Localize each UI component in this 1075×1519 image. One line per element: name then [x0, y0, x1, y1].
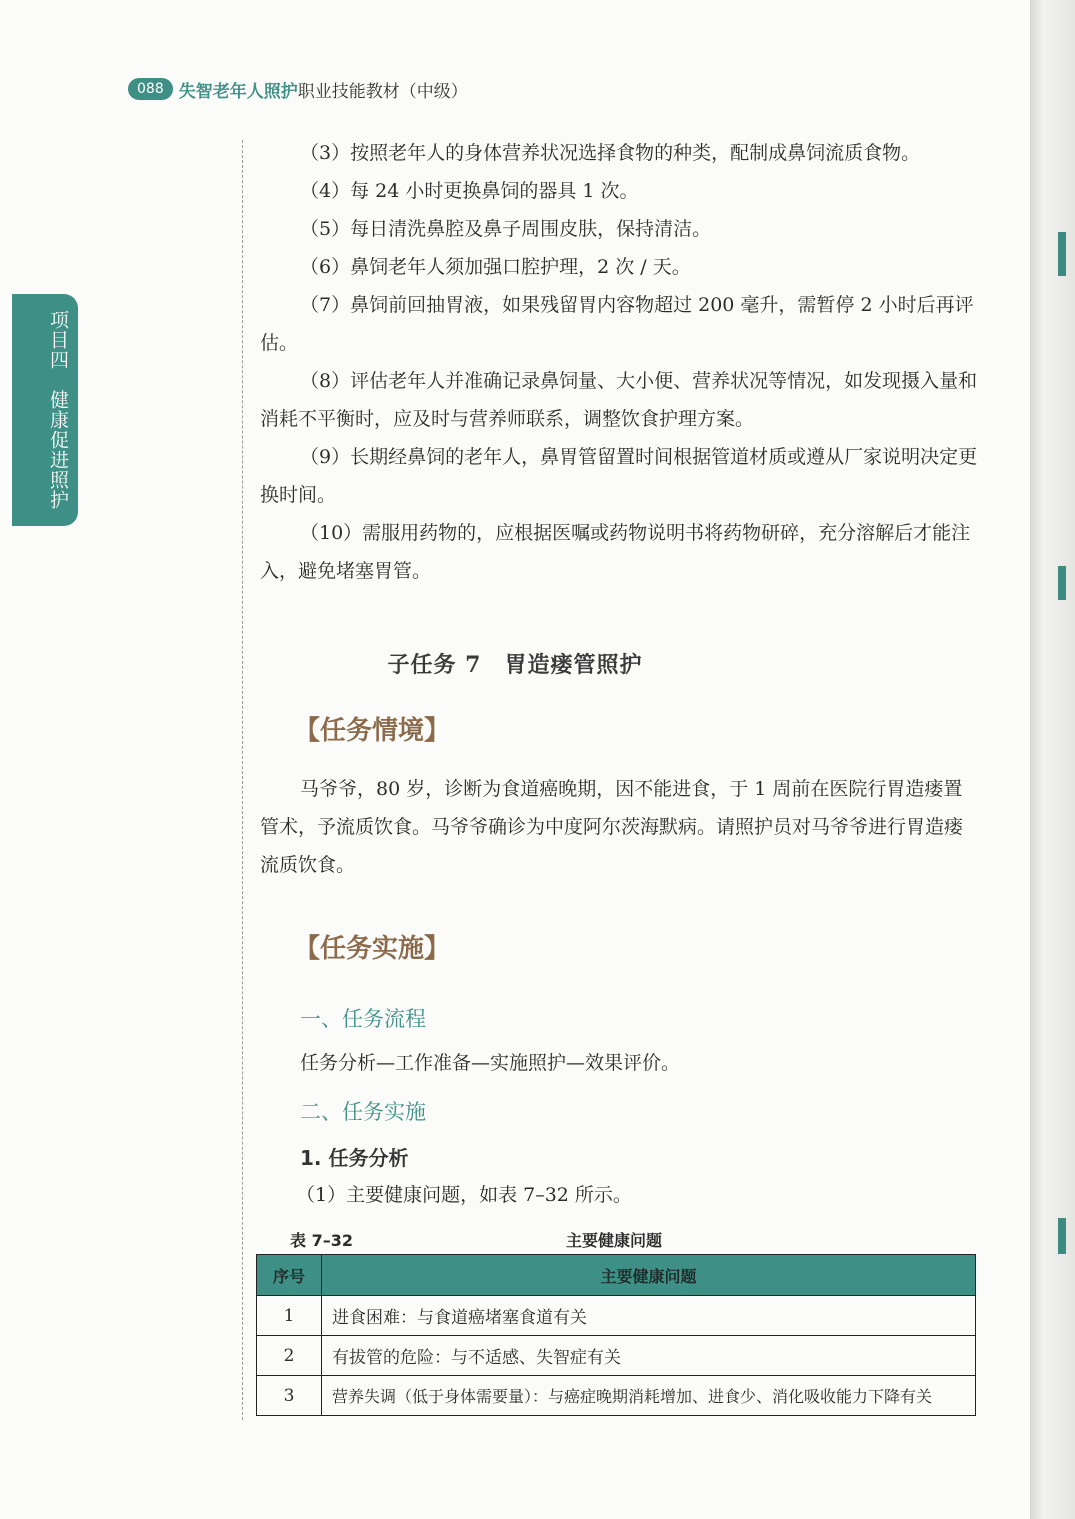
- paragraph: （10）需服用药物的，应根据医嘱或药物说明书将药物研碎，充分溶解后才能注入，避免堵塞胃管。: [260, 522, 971, 582]
- paragraph: （9）长期经鼻饲的老年人，鼻胃管留置时间根据管道材质或遵从厂家说明决定更换时间。: [260, 446, 978, 506]
- table-header-row: [257, 1255, 976, 1296]
- table-title: 主要健康问题: [566, 1231, 663, 1250]
- table-cell-number: 2: [257, 1336, 322, 1376]
- implementation-heading: 【任务实施】: [294, 934, 451, 964]
- table-row: [257, 1376, 976, 1416]
- table-number: 表 7–32: [290, 1231, 353, 1250]
- table-cell-number: 1: [257, 1296, 322, 1336]
- page-number: 088: [128, 78, 173, 100]
- book-title-rest: 职业技能教材（中级）: [297, 81, 468, 102]
- scenario-text: 马爷爷，80 岁，诊断为食道癌晚期，因不能进食，于 1 周前在医院行胃造瘘置管术，予流质饮食。马爷爷确诊为中度阿尔茨海默病。请照护员对马爷爷进行胃造瘘流质饮食。: [260, 778, 964, 876]
- paragraph: （4）每 24 小时更换鼻饲的器具 1 次。: [300, 180, 639, 202]
- margin-dashed-line: [242, 140, 243, 1420]
- chapter-side-tab-label: 项目四 健康促进照护: [47, 310, 69, 510]
- page-edge: [1030, 0, 1075, 1519]
- paragraph: （8）评估老年人并准确记录鼻饲量、大小便、营养状况等情况，如发现摄入量和消耗不平衡时，应及时与营养师联系，调整饮食护理方案。: [260, 370, 978, 430]
- table-row: [257, 1336, 976, 1376]
- book-title: [179, 77, 468, 102]
- table-cell-problem: 进食困难：与食道癌堵塞食道有关: [322, 1296, 976, 1336]
- column-header-problem: 主要健康问题: [322, 1255, 976, 1296]
- edge-tab: [1058, 1218, 1066, 1254]
- paragraph: （5）每日清洗鼻腔及鼻子周围皮肤，保持清洁。: [300, 218, 712, 240]
- flow-heading: 一、任务流程: [300, 1007, 426, 1031]
- analysis-heading: 1. 任务分析: [300, 1146, 409, 1170]
- health-problems-table: [256, 1254, 976, 1416]
- table-cell-problem: 有拔管的危险：与不适感、失智症有关: [322, 1336, 976, 1376]
- book-title-brand: 失智老年人照护: [178, 81, 298, 102]
- analysis-text: （1）主要健康问题，如表 7–32 所示。: [296, 1184, 632, 1206]
- table-row: [257, 1296, 976, 1336]
- paragraph: （7）鼻饲前回抽胃液，如果残留胃内容物超过 200 毫升，需暂停 2 小时后再评估。: [260, 294, 974, 354]
- edge-tab: [1058, 566, 1066, 600]
- paragraph: （6）鼻饲老年人须加强口腔护理，2 次 / 天。: [300, 256, 691, 278]
- table-cell-problem: 营养失调（低于身体需要量）：与癌症晚期消耗增加、进食少、消化吸收能力下降有关: [322, 1376, 976, 1416]
- page-header: [128, 76, 468, 102]
- flow-text: 任务分析—工作准备—实施照护—效果评价。: [300, 1052, 681, 1074]
- subtask-title: 子任务 7 胃造瘘管照护: [387, 652, 643, 678]
- table-cell-number: 3: [257, 1376, 322, 1416]
- column-header-number: 序号: [257, 1255, 322, 1296]
- edge-tab: [1058, 232, 1066, 276]
- scenario-heading: 【任务情境】: [294, 716, 451, 746]
- paragraph: （3）按照老年人的身体营养状况选择食物的种类，配制成鼻饲流质食物。: [300, 142, 921, 164]
- implementation-subheading: 二、任务实施: [300, 1100, 426, 1124]
